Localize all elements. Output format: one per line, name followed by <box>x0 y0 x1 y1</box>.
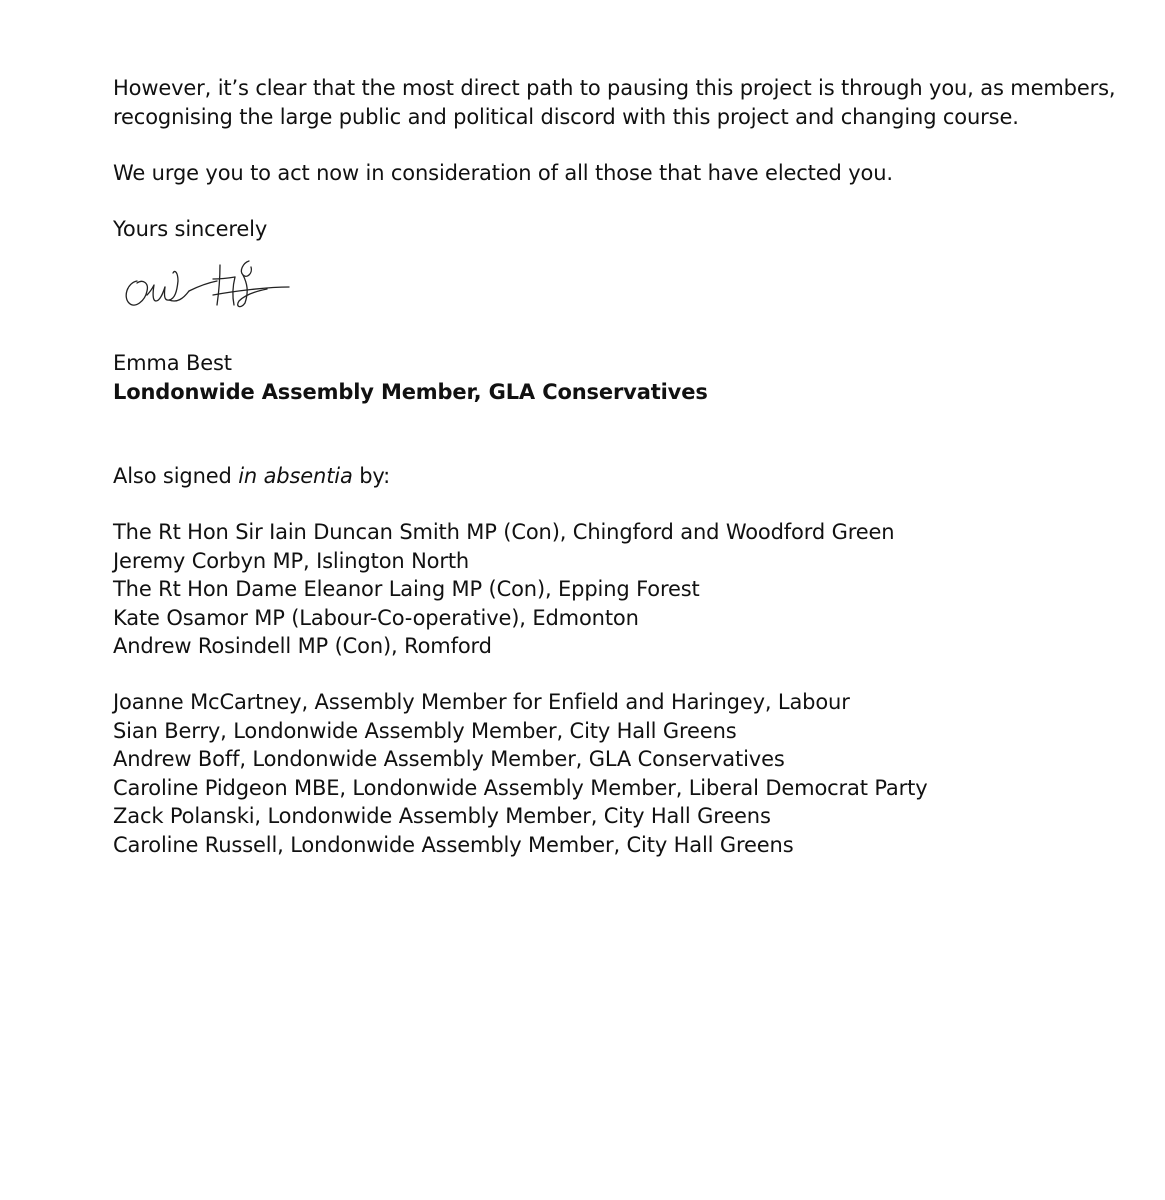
assembly-member-signatory: Caroline Russell, Londonwide Assembly Member, City Hall Greens <box>113 832 794 857</box>
signatory-title: Londonwide Assembly Member, GLA Conservatives <box>113 379 708 404</box>
assembly-member-signatory: Caroline Pidgeon MBE, Londonwide Assembly Member, Liberal Democrat Party <box>113 775 928 800</box>
mp-signatory: The Rt Hon Sir Iain Duncan Smith MP (Con), Chingford and Woodford Green <box>113 520 895 544</box>
handwritten-signature <box>117 251 292 319</box>
assembly-member-signatory: Andrew Boff, Londonwide Assembly Member, GLA Conservatives <box>113 747 785 771</box>
also-signed-emphasis: in absentia <box>238 464 353 488</box>
closing: Yours sincerely <box>113 216 268 241</box>
assembly-member-signatory: Zack Polanski, Londonwide Assembly Member, City Hall Greens <box>113 804 771 828</box>
also-signed-heading <box>113 462 1113 491</box>
spacer <box>113 406 1113 462</box>
letter-body <box>113 74 1116 859</box>
mp-signatory: Jeremy Corbyn MP, Islington North <box>113 548 470 573</box>
assembly-member-signatory: Joanne McCartney, Assembly Member for Enfield and Haringey, Labour <box>113 690 850 714</box>
spacer <box>113 661 1113 689</box>
paragraph-1-line-2: recognising the large public and political discord with this project and changing course. <box>113 104 1019 129</box>
spacer <box>113 131 1113 159</box>
mp-signatories-list <box>113 518 1113 661</box>
mp-signatory: Kate Osamor MP (Labour-Co-operative), Edmonton <box>113 605 639 630</box>
mp-signatory: The Rt Hon Dame Eleanor Laing MP (Con), Epping Forest <box>113 577 700 601</box>
paragraph-1-line-1: However, it’s clear that the most direct path to pausing this project is through you, as members, <box>113 76 1116 100</box>
assembly-member-signatories-list <box>113 688 1113 859</box>
also-signed-prefix: Also signed <box>113 464 239 488</box>
paragraph-2: We urge you to act now in consideration of all those that have elected you. <box>113 160 893 185</box>
spacer <box>113 187 1113 215</box>
spacer <box>113 491 1113 519</box>
assembly-member-signatory: Sian Berry, Londonwide Assembly Member, City Hall Greens <box>113 718 737 743</box>
signatory-name: Emma Best <box>113 351 232 375</box>
also-signed-suffix: by: <box>352 464 391 488</box>
mp-signatory: Andrew Rosindell MP (Con), Romford <box>113 634 492 658</box>
